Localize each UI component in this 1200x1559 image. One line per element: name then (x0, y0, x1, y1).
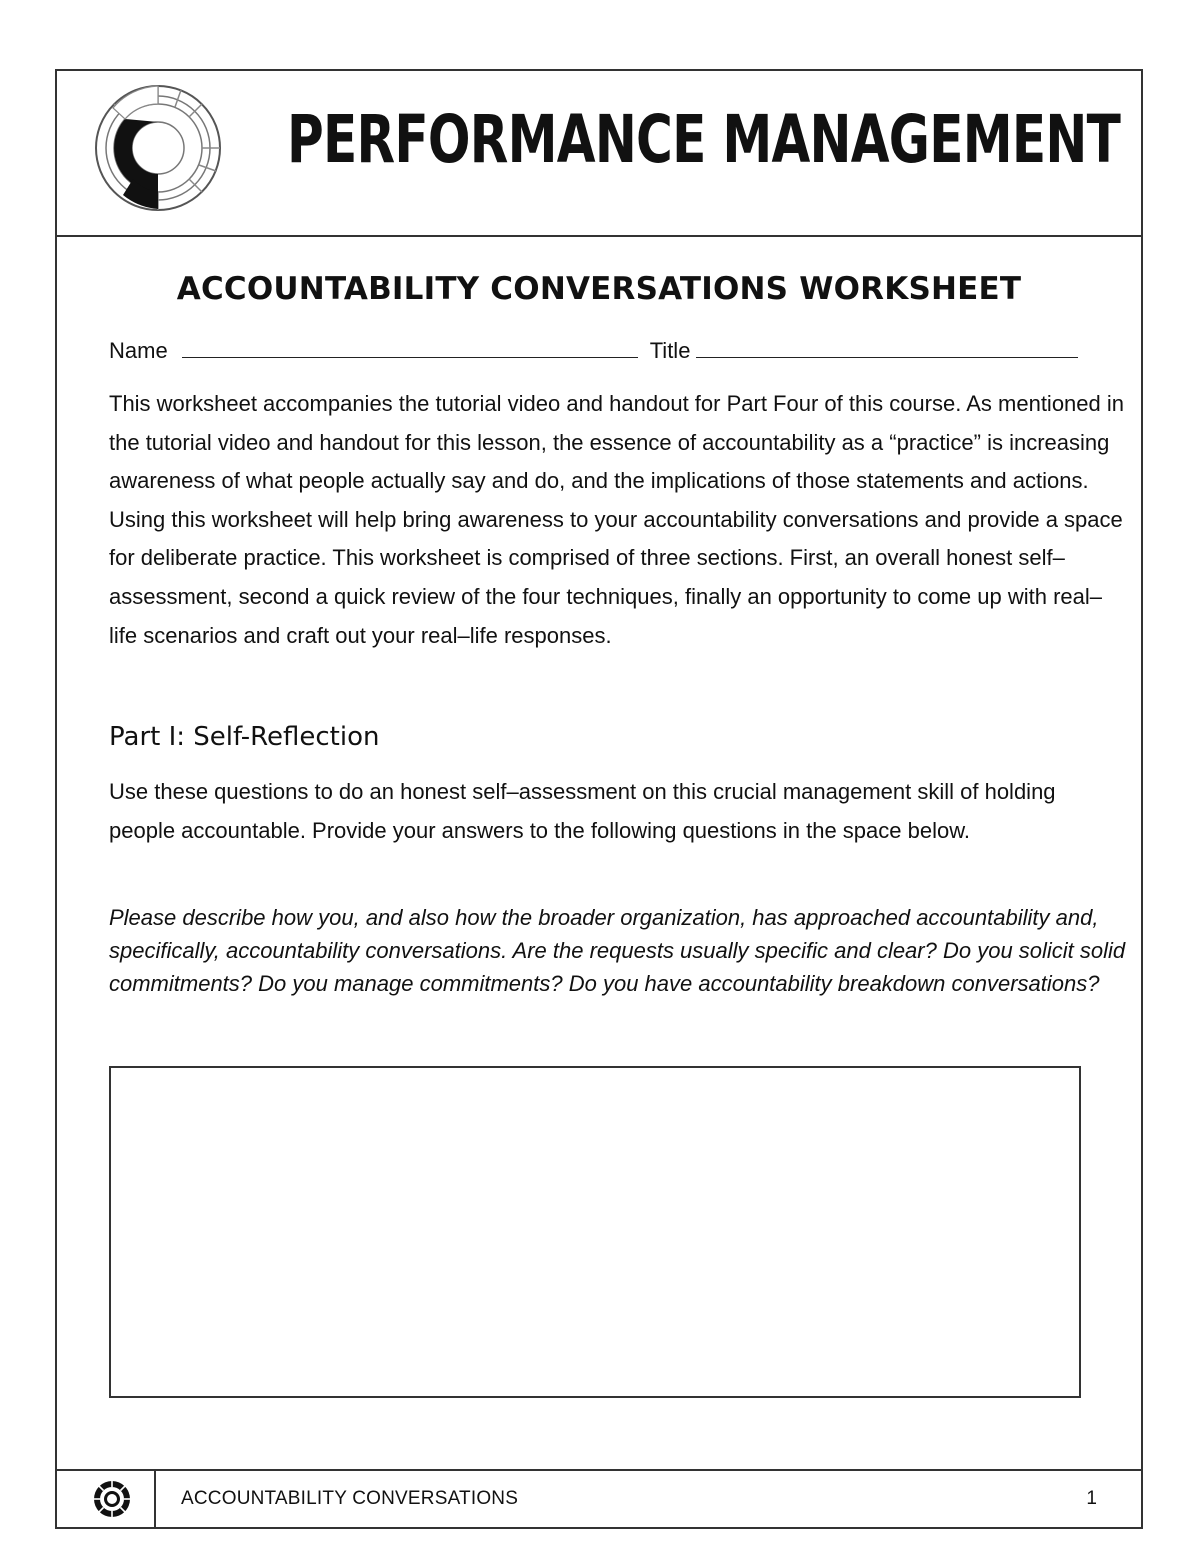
worksheet-page (55, 69, 1143, 1529)
title-field[interactable] (696, 339, 1078, 358)
page-number: 1 (1086, 1488, 1097, 1509)
footer-logo-cell (57, 1471, 156, 1527)
footer-label: ACCOUNTABILITY CONVERSATIONS (181, 1488, 519, 1509)
name-title-fields (109, 339, 1078, 362)
page-header (57, 71, 1141, 237)
answer-box[interactable] (109, 1066, 1081, 1398)
page-footer (57, 1469, 1141, 1527)
title-label: Title (649, 338, 691, 363)
intro-paragraph: This worksheet accompanies the tutorial video and handout for Part Four of this course. As mentioned in the tutorial video and handout for this lesson, the essence of accountability as a “practice” is increasing awareness of what people actually say and do, and the implications of those statements and actions. Using this worksheet will help bring awareness to your accountability conversations and provide a space for deliberate practice. This worksheet is comprised of three sections. First, an overall honest self–assessment, second a quick review of the four techniques, finally an opportunity to come up with real–life scenarios and craft out your real–life responses. (109, 391, 1124, 648)
section-description: Use these questions to do an honest self–assessment on this crucial management skill of holding people accountable. Provide your answers to the following questions in the space below. (109, 779, 1056, 843)
name-field[interactable] (182, 339, 638, 358)
name-label: Name (109, 338, 168, 363)
page-header-title: PERFORMANCE MANAGEMENT (287, 101, 1121, 178)
worksheet-title: ACCOUNTABILITY CONVERSATIONS WORKSHEET (176, 271, 1022, 307)
section-heading: Part I: Self-Reflection (109, 722, 380, 752)
segmented-ring-logo-icon (93, 1480, 131, 1518)
segmented-ring-logo-icon (93, 83, 223, 213)
reflection-prompt: Please describe how you, and also how the broader organization, has approached accountability and, specifically, accountability conversations. Are the requests usually specific and clear? Do you solicit solid commitments? Do you manage commitments? Do you have accountability breakdown conversations? (109, 905, 1126, 996)
